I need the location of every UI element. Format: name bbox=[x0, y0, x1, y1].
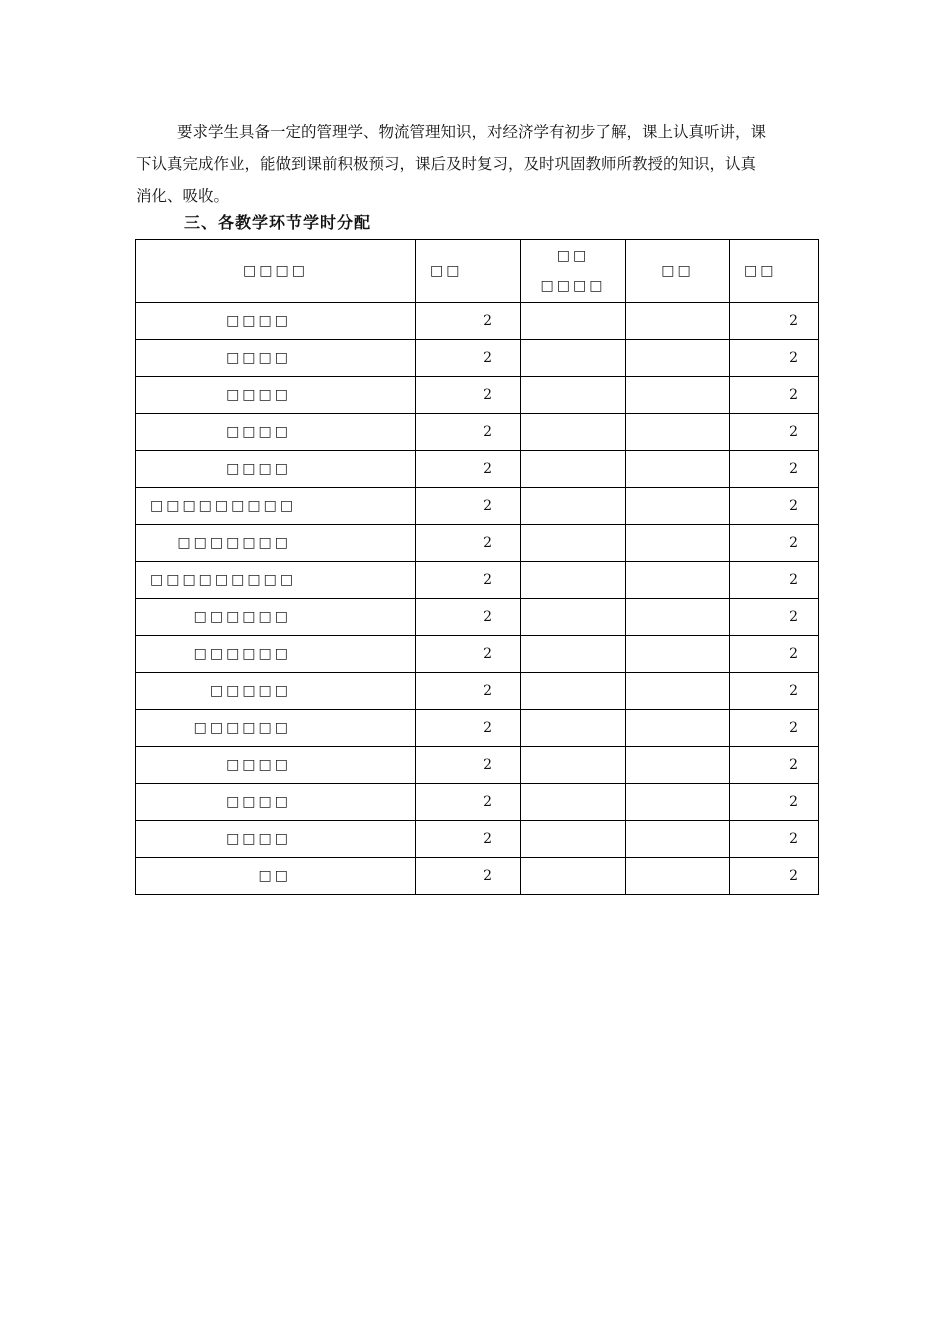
cell-topic: □□□□ bbox=[136, 340, 416, 377]
header-cell-lecture: □□ bbox=[416, 240, 521, 303]
cell-topic: □□□□ bbox=[136, 821, 416, 858]
cell-other bbox=[626, 710, 730, 747]
cell-practice bbox=[521, 414, 626, 451]
cell-practice bbox=[521, 303, 626, 340]
cell-practice bbox=[521, 377, 626, 414]
table-row bbox=[136, 636, 819, 673]
header-practice-line1: □□ bbox=[556, 248, 590, 264]
cell-total: 2 bbox=[730, 414, 819, 451]
cell-practice bbox=[521, 710, 626, 747]
cell-lecture: 2 bbox=[416, 451, 521, 488]
cell-lecture: 2 bbox=[416, 525, 521, 562]
cell-practice bbox=[521, 599, 626, 636]
cell-lecture: 2 bbox=[416, 414, 521, 451]
paragraph-line: 消化、吸收。 bbox=[136, 187, 230, 205]
section-heading: 三、各教学环节学时分配 bbox=[184, 213, 372, 232]
cell-total: 2 bbox=[730, 673, 819, 710]
cell-total: 2 bbox=[730, 377, 819, 414]
cell-topic: □□□□ bbox=[136, 303, 416, 340]
cell-topic: □□□□□ bbox=[136, 673, 416, 710]
cell-other bbox=[626, 303, 730, 340]
cell-other bbox=[626, 414, 730, 451]
cell-practice bbox=[521, 636, 626, 673]
cell-lecture: 2 bbox=[416, 488, 521, 525]
paragraph-line: 下认真完成作业，能做到课前积极预习，课后及时复习，及时巩固教师所教授的知识，认真 bbox=[136, 155, 757, 173]
cell-lecture: 2 bbox=[416, 636, 521, 673]
cell-other bbox=[626, 858, 730, 895]
cell-topic: □□□□ bbox=[136, 784, 416, 821]
cell-topic: □□□□ bbox=[136, 451, 416, 488]
cell-practice bbox=[521, 747, 626, 784]
cell-other bbox=[626, 636, 730, 673]
table-row bbox=[136, 525, 819, 562]
cell-total: 2 bbox=[730, 858, 819, 895]
table-row bbox=[136, 858, 819, 895]
cell-total: 2 bbox=[730, 488, 819, 525]
table-row bbox=[136, 377, 819, 414]
header-cell-topic: □□□□ bbox=[136, 240, 416, 303]
cell-topic: □□□□□□ bbox=[136, 710, 416, 747]
cell-other bbox=[626, 525, 730, 562]
cell-total: 2 bbox=[730, 451, 819, 488]
cell-practice bbox=[521, 673, 626, 710]
table-row bbox=[136, 747, 819, 784]
cell-other bbox=[626, 747, 730, 784]
header-practice-line2: □□□□ bbox=[540, 278, 606, 294]
cell-lecture: 2 bbox=[416, 710, 521, 747]
cell-practice bbox=[521, 488, 626, 525]
cell-other bbox=[626, 488, 730, 525]
header-cell-practice bbox=[521, 240, 626, 303]
cell-topic: □□□□□□ bbox=[136, 636, 416, 673]
cell-practice bbox=[521, 821, 626, 858]
table-row bbox=[136, 673, 819, 710]
cell-other bbox=[626, 340, 730, 377]
cell-topic: □□ bbox=[136, 858, 416, 895]
table-row bbox=[136, 488, 819, 525]
cell-other bbox=[626, 673, 730, 710]
cell-topic: □□□□ bbox=[136, 377, 416, 414]
cell-total: 2 bbox=[730, 710, 819, 747]
cell-topic: □□□□□□□□□ bbox=[136, 562, 416, 599]
cell-lecture: 2 bbox=[416, 377, 521, 414]
table-row bbox=[136, 562, 819, 599]
cell-lecture: 2 bbox=[416, 747, 521, 784]
cell-lecture: 2 bbox=[416, 858, 521, 895]
cell-practice bbox=[521, 562, 626, 599]
cell-practice bbox=[521, 784, 626, 821]
cell-lecture: 2 bbox=[416, 784, 521, 821]
hours-allocation-table bbox=[135, 239, 819, 895]
cell-lecture: 2 bbox=[416, 599, 521, 636]
table-row bbox=[136, 821, 819, 858]
paragraph-line: 要求学生具备一定的管理学、物流管理知识，对经济学有初步了解，课上认真听讲，课 bbox=[177, 123, 767, 141]
cell-topic: □□□□□□ bbox=[136, 599, 416, 636]
cell-other bbox=[626, 377, 730, 414]
table-row bbox=[136, 303, 819, 340]
cell-total: 2 bbox=[730, 525, 819, 562]
cell-total: 2 bbox=[730, 599, 819, 636]
cell-total: 2 bbox=[730, 636, 819, 673]
table-header-row bbox=[136, 240, 819, 303]
header-cell-other: □□ bbox=[626, 240, 730, 303]
cell-lecture: 2 bbox=[416, 340, 521, 377]
cell-other bbox=[626, 784, 730, 821]
cell-practice bbox=[521, 451, 626, 488]
cell-topic: □□□□ bbox=[136, 747, 416, 784]
cell-total: 2 bbox=[730, 784, 819, 821]
header-cell-total: □□ bbox=[730, 240, 819, 303]
cell-total: 2 bbox=[730, 562, 819, 599]
table-row bbox=[136, 710, 819, 747]
cell-lecture: 2 bbox=[416, 821, 521, 858]
table-row bbox=[136, 784, 819, 821]
table-row bbox=[136, 599, 819, 636]
table-row bbox=[136, 340, 819, 377]
cell-lecture: 2 bbox=[416, 673, 521, 710]
cell-other bbox=[626, 599, 730, 636]
cell-practice bbox=[521, 858, 626, 895]
table-row bbox=[136, 414, 819, 451]
cell-total: 2 bbox=[730, 303, 819, 340]
cell-other bbox=[626, 451, 730, 488]
cell-practice bbox=[521, 525, 626, 562]
cell-lecture: 2 bbox=[416, 303, 521, 340]
cell-topic: □□□□ bbox=[136, 414, 416, 451]
cell-topic: □□□□□□□ bbox=[136, 525, 416, 562]
cell-practice bbox=[521, 340, 626, 377]
cell-topic: □□□□□□□□□ bbox=[136, 488, 416, 525]
cell-lecture: 2 bbox=[416, 562, 521, 599]
requirements-paragraph bbox=[136, 116, 816, 212]
cell-total: 2 bbox=[730, 821, 819, 858]
cell-total: 2 bbox=[730, 340, 819, 377]
cell-other bbox=[626, 821, 730, 858]
cell-total: 2 bbox=[730, 747, 819, 784]
table-row bbox=[136, 451, 819, 488]
cell-other bbox=[626, 562, 730, 599]
